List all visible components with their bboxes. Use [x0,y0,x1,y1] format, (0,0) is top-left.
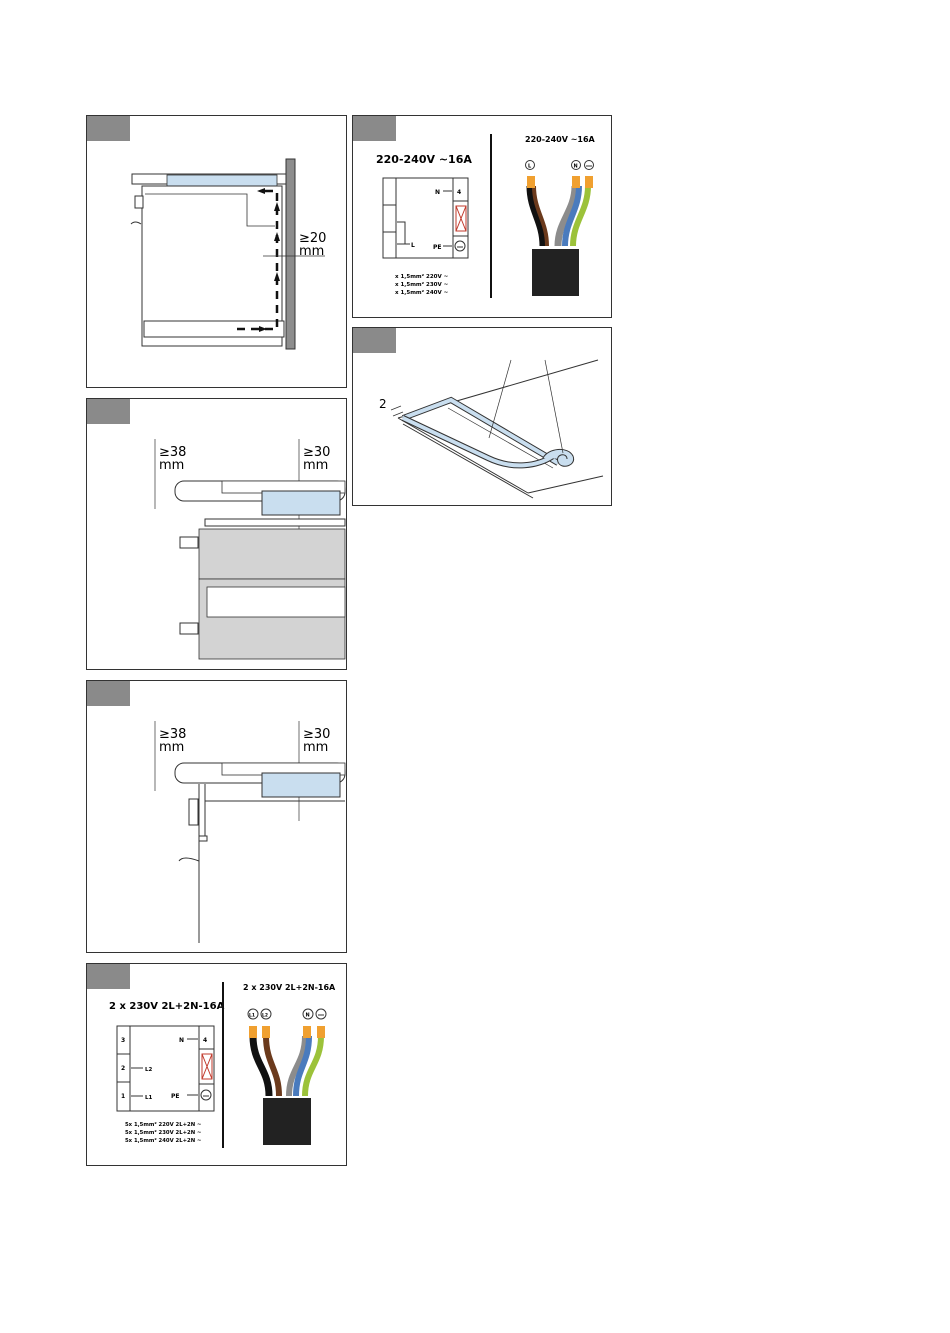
cable-title: 220-240V ~16A [525,135,595,144]
cable-spec-1: x 1,5mm² 220V ~ [395,274,449,280]
terminal-L2: L2 [145,1067,153,1073]
depth-right-unit: mm [303,740,329,755]
figure-4-install-drawer [86,398,347,670]
rating-title: 2 x 230V 2L+2N-16A [109,1001,225,1012]
figure-1-ventilation [86,115,347,388]
cable-spec-2: x 1,5mm² 230V ~ [395,282,449,288]
drawer-section-drawing [87,399,347,670]
figure-3-seal [352,327,612,506]
cable-spec-3: 5x 1,5mm² 240V 2L+2N ~ [125,1138,202,1144]
depth-left-value: ≥38 [159,727,187,742]
gap-value: ≥20 [299,231,327,246]
seal-width-label: 2 [379,397,387,411]
wire-label-L2: L2 [262,1013,268,1019]
cable-spec-3: x 1,5mm² 240V ~ [395,290,449,296]
open-section-drawing [87,681,347,953]
wire-label-L1: L1 [249,1013,255,1019]
depth-left-value: ≥38 [159,445,187,460]
terminal-3: 3 [121,1037,126,1044]
wire-label-N: N [305,1012,310,1019]
depth-right-value: ≥30 [303,445,331,460]
cable-spec-1: 5x 1,5mm² 220V 2L+2N ~ [125,1122,202,1128]
terminal-N: N [435,189,441,196]
depth-left-unit: mm [159,458,185,473]
depth-left-unit: mm [159,740,185,755]
terminal-1: 1 [121,1093,126,1100]
terminal-L1: L1 [145,1095,153,1101]
terminal-4: 4 [203,1037,208,1044]
wire-label-L: L [528,163,532,170]
terminal-2: 2 [121,1065,126,1072]
terminal-4: 4 [457,189,462,196]
cable-title: 2 x 230V 2L+2N-16A [243,983,336,992]
terminal-N: N [179,1037,185,1044]
figure-5-install-open [86,680,347,953]
terminal-L: L [411,242,415,249]
depth-right-value: ≥30 [303,727,331,742]
ventilation-drawing [87,116,347,388]
terminal-PE: PE [171,1093,180,1100]
gap-unit: mm [299,244,325,259]
terminal-block-2phase-drawing [87,964,347,1166]
terminal-PE: PE [433,244,442,251]
cable-spec-2: 5x 1,5mm² 230V 2L+2N ~ [125,1130,202,1136]
seal-drawing [353,328,612,506]
figure-6-wiring-2phase [86,963,347,1166]
figure-2-wiring [352,115,612,318]
terminal-block-drawing [353,116,612,318]
depth-right-unit: mm [303,458,329,473]
rating-title: 220-240V ~16A [376,153,472,166]
wire-label-N: N [573,163,578,170]
